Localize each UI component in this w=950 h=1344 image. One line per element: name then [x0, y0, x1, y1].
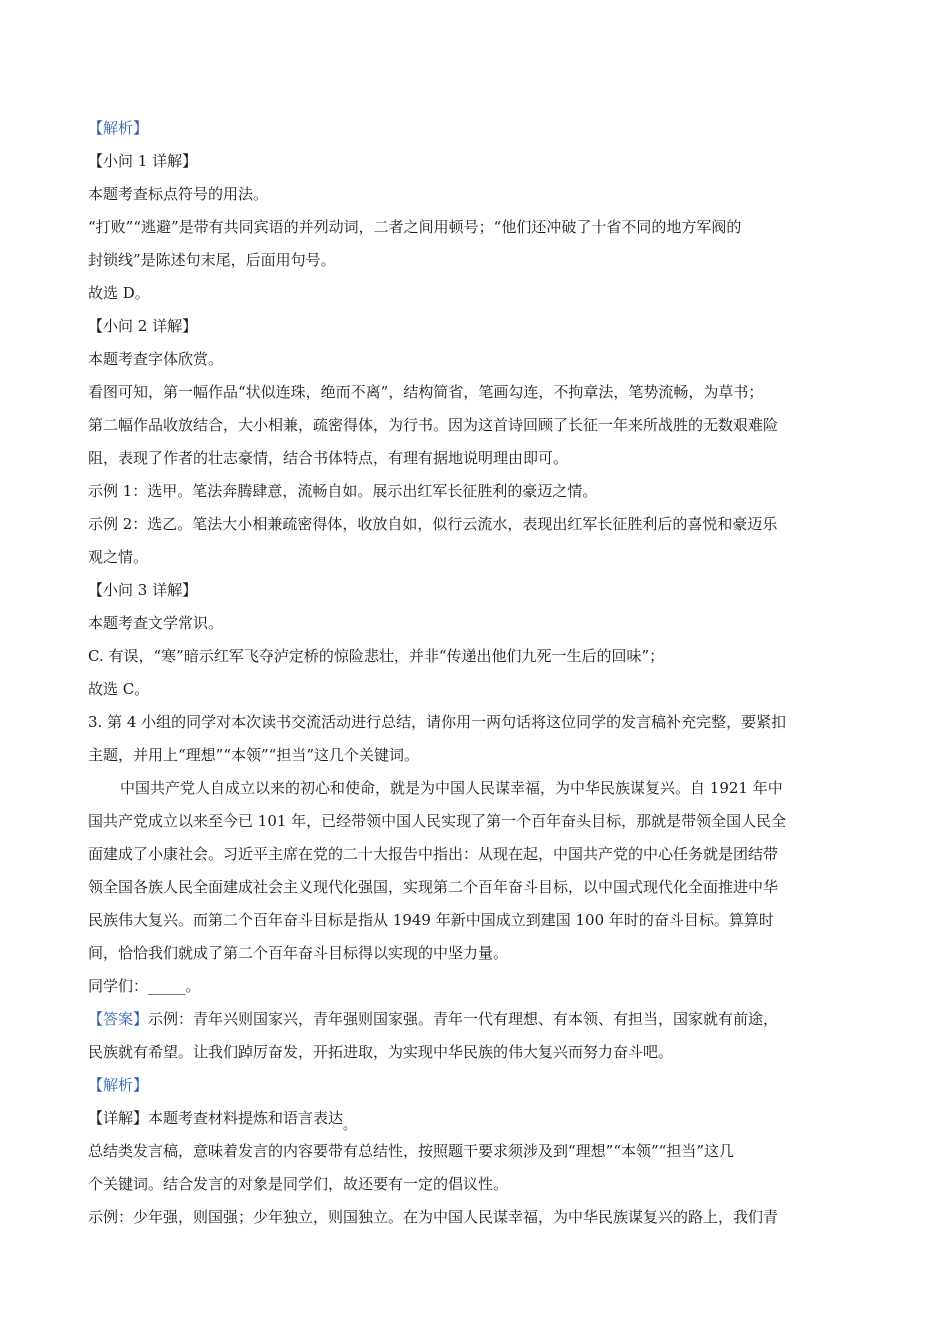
subquestion-2-example: 示例 1：选甲。笔法奔腾肆意，流畅自如。展示出红军长征胜利的豪迈之情。 [88, 482, 598, 500]
subquestion-2-text: 阻，表现了作者的壮志豪情，结合书体特点，有理有据地说明理由即可。 [88, 449, 569, 467]
question-3-prompt: 主题，并用上“理想”“本领”“担当”这几个关键词。 [88, 746, 420, 764]
answer-text: 民族就有希望。让我们踔厉奋发，开拓进取，为实现中华民族的伟大复兴而努力奋斗吧。 [88, 1043, 674, 1061]
question-3-passage: 领全国各族人民全面建成社会主义现代化强国，实现第二个百年奋斗目标，以中国式现代化全面推进中华 [88, 878, 779, 896]
detail-text: 总结类发言稿，意味着发言的内容要带有总结性，按照题干要求须涉及到“理想”“本领”“担当”这几 [88, 1142, 735, 1160]
subquestion-2-example: 示例 2：选乙。笔法大小相兼疏密得体，收放自如，似行云流水，表现出红军长征胜利后的喜悦和豪迈乐 [88, 515, 778, 533]
answer-text: 示例：青年兴则国家兴，青年强则国家强。青年一代有理想、有本领、有担当，国家就有前途， [148, 1010, 779, 1028]
question-3-passage: 中国共产党人自成立以来的初心和使命，就是为中国人民谋幸福，为中华民族谋复兴。自 1921 年中 [120, 779, 783, 797]
question-3-blank: 同学们：_____。 [88, 977, 201, 995]
question-3-passage: 国共产党成立以来至今已 101 年，已经带领中国人民实现了第一个百年奋头目标，那就是带领全国人民全 [88, 812, 787, 830]
subquestion-1-header: 【小问 1 详解】 [88, 152, 198, 170]
subquestion-1-answer: 故选 D。 [88, 284, 150, 302]
question-3-passage: 面建成了小康社会。习近平主席在党的二十大报告中指出：从现在起，中国共产党的中心任务就是团结带 [88, 845, 779, 863]
subquestion-2-text: 本题考查字体欣赏。 [88, 350, 224, 368]
detail-line [88, 1102, 888, 1135]
question-3-passage: 民族伟大复兴。而第二个百年奋斗目标是指从 1949 年新中国成立到建国 100 年时的奋斗目标。算算时 [88, 911, 774, 929]
question-3-passage: 间，恰恰我们就成了第二个百年奋斗目标得以实现的中坚力量。 [88, 944, 509, 962]
answer-line [88, 1003, 888, 1036]
analysis-label: 【解析】 [88, 1076, 149, 1094]
subquestion-2-text: 看图可知，第一幅作品“状似连珠，绝而不离”，结构简省，笔画勾连，不拘章法，笔势流畅，为草书； [88, 383, 764, 401]
subquestion-1-text: 封锁线”是陈述句末尾，后面用句号。 [88, 251, 336, 269]
subquestion-3-text: 本题考查文学常识。 [88, 614, 224, 632]
question-3-prompt: 3. 第 4 小组的同学对本次读书交流活动进行总结，请你用一两句话将这位同学的发言稿补充完整，要紧扣 [88, 713, 787, 731]
subquestion-2-text: 第二幅作品收放结合，大小相兼，疏密得体，为行书。因为这首诗回顾了长征一年来所战胜的无数艰难险 [88, 416, 779, 434]
detail-text: 个关键词。结合发言的对象是同学们，故还要有一定的倡议性。 [88, 1175, 509, 1193]
analysis-label: 【解析】 [88, 119, 149, 137]
detail-period: 。 [343, 1118, 357, 1133]
detail-text: 【详解】本题考查材料提炼和语言表达 [88, 1109, 344, 1127]
document-page [88, 112, 888, 1234]
detail-example: 示例：少年强，则国强；少年独立，则国独立。在为中国人民谋幸福，为中华民族谋复兴的路上，我们青 [88, 1208, 779, 1226]
subquestion-3-header: 【小问 3 详解】 [88, 581, 198, 599]
subquestion-2-header: 【小问 2 详解】 [88, 317, 198, 335]
answer-label: 【答案】 [88, 1010, 149, 1028]
subquestion-1-text: 本题考查标点符号的用法。 [88, 185, 269, 203]
subquestion-1-text: “打败”“逃避”是带有共同宾语的并列动词，二者之间用顿号；“他们还冲破了十省不同的地方军阀的 [88, 218, 742, 236]
subquestion-2-example: 观之情。 [88, 548, 149, 566]
subquestion-3-text: C. 有误，“寒”暗示红军飞夺泸定桥的惊险悲壮，并非“传递出他们九死一生后的回味”； [88, 647, 665, 665]
subquestion-3-answer: 故选 C。 [88, 680, 150, 698]
